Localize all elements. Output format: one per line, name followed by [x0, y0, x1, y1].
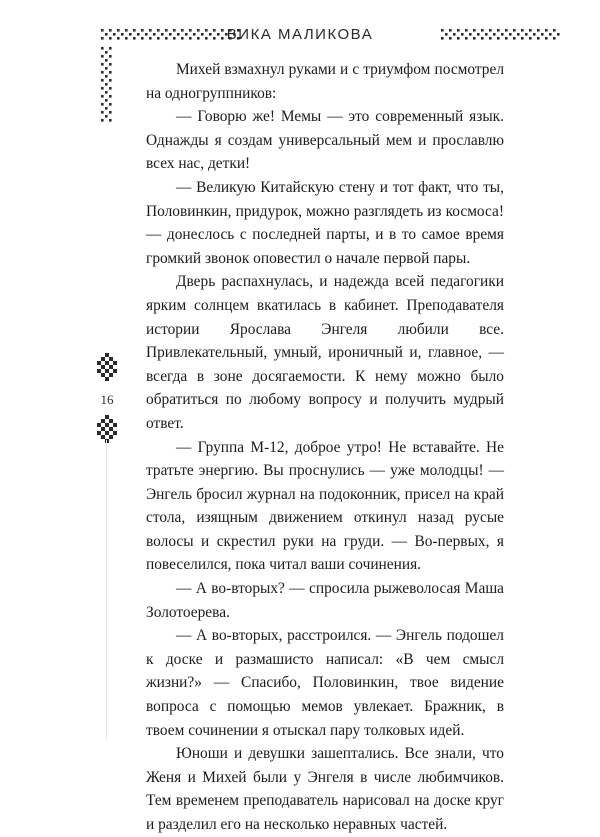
- margin-rule: [106, 440, 107, 740]
- page-header: [0, 24, 600, 46]
- paragraph: Михей взмахнул руками и с триумфом посмотрел на одногруппников:: [146, 61, 504, 102]
- cross-stitch-ornament-icon: [96, 414, 118, 446]
- paragraph: Юноши и девушки зашептались. Все знали, что Женя и Михей были у Энгеля в числе любимчиков. Тем временем преподаватель нарисовал на доске круг и разделил его на несколько неравных частей.: [146, 745, 504, 833]
- paragraph: — А во-вторых? — спросила рыжеволосая Маша Золотоерева.: [146, 580, 504, 621]
- paragraph: Дверь распахнулась, и надежда всей педагогики ярким солнцем вкатилась в кабинет. Преподавателя истории Ярослава Энгеля любили все. Привлекательный, умный, ироничный и, главное, — всегда в зоне досягаемости. К нему можно было обратиться по любому вопросу и получить мудрый ответ.: [146, 273, 504, 432]
- paragraph: — Группа М-12, доброе утро! Не вставайте. Не тратьте энергию. Вы проснулись — уже молодцы! — Энгель бросил журнал на подоконник, присел на край стола, изящным движением откинул назад русые волосы и скрестил руки на груди. — Во-первых, я повеселился, пока читал ваши сочинения.: [146, 438, 504, 574]
- paragraph: — А во-вторых, расстроился. — Энгель подошел к доске и размашисто написал: «В чем смысл жизни?» — Спасибо, Половинкин, твое видение вопроса с помощью мемов увлекает. Бражник, в твоем сочинении я отыскал пару толковых идей.: [146, 627, 504, 739]
- page-number: 16: [100, 392, 114, 407]
- body-text: [146, 58, 504, 837]
- paragraph: — Великую Китайскую стену и тот факт, что ты, Половинкин, придурок, можно разглядеть из космоса! — донеслось с последней парты, и в то самое время громкий звонок оповестил о начале первой пары.: [146, 178, 504, 267]
- running-title: ВИКА МАЛИКОВА: [226, 26, 374, 43]
- cross-stitch-border-top-right-icon: [440, 28, 560, 42]
- cross-stitch-border-left-icon: [100, 46, 114, 122]
- cross-stitch-ornament-icon: [96, 352, 118, 384]
- paragraph: — Говорю же! Мемы — это современный язык. Однажды я создам универсальный мем и прославлю всех нас, детки!: [146, 108, 504, 173]
